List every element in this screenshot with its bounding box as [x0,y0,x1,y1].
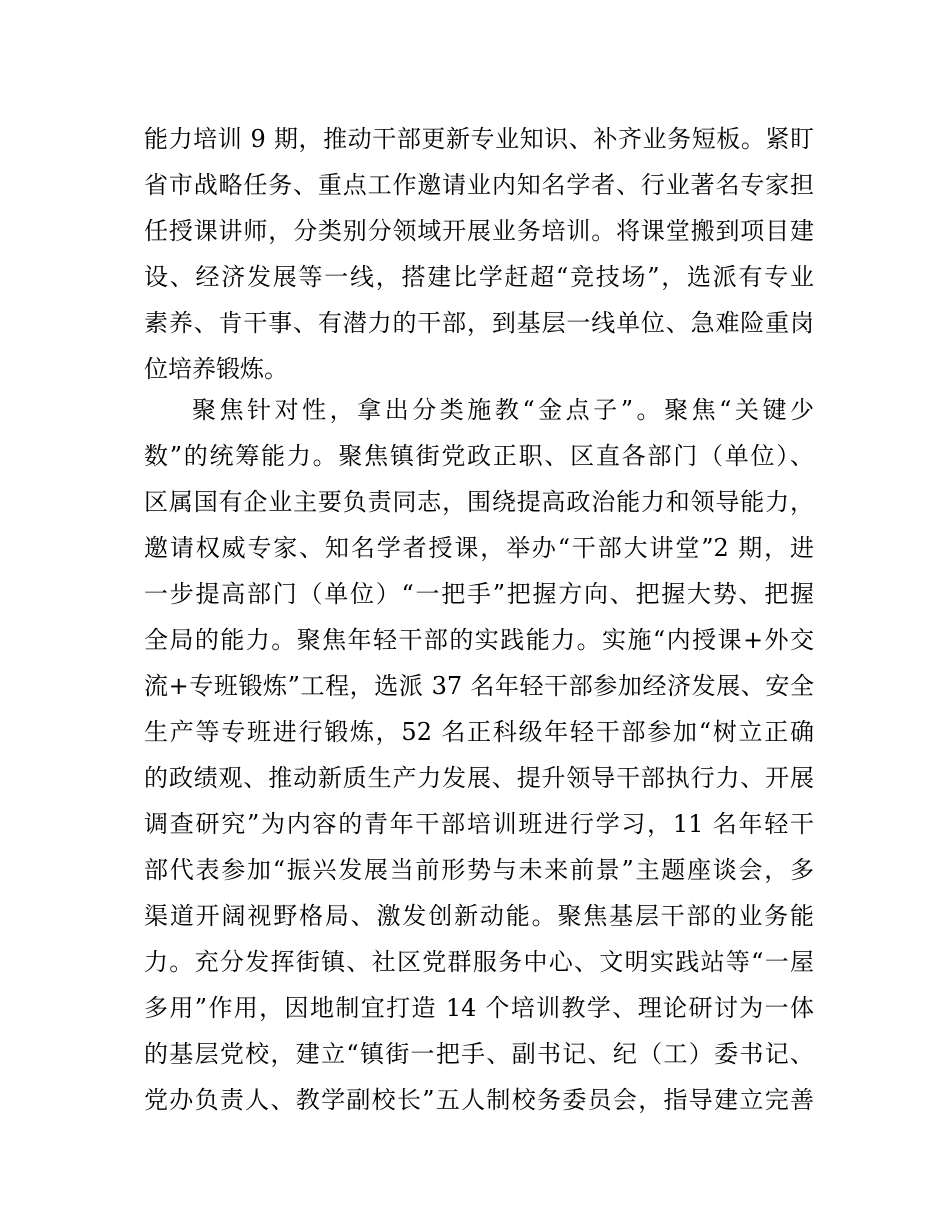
text-line: 流+专班锻炼”工程，选派 37 名年轻干部参加经济发展、安全 [144,672,814,700]
text-line: 邀请权威专家、知名学者授课，举办“干部大讲堂”2 期，进 [144,534,814,562]
paragraph-targeted-teaching [144,387,814,1123]
text-line: 位培养锻炼。 [144,355,288,383]
paragraph-training [144,116,814,392]
text-line: 的基层党校，建立“镇街一把手、副书记、纪（工）委书记、 [144,1040,814,1068]
text-line: 数”的统筹能力。聚焦镇街党政正职、区直各部门（单位）、 [144,442,814,470]
text-line: 一步提高部门（单位）“一把手”把握方向、把握大势、把握 [144,580,814,608]
text-line: 部代表参加“振兴发展当前形势与未来前景”主题座谈会，多 [144,856,814,884]
text-line: 区属国有企业主要负责同志，围绕提高政治能力和领导能力， [144,488,814,516]
text-line: 任授课讲师，分类别分领域开展业务培训。将课堂搬到项目建 [144,217,814,245]
text-line: 全局的能力。聚焦年轻干部的实践能力。实施“内授课+外交 [144,626,814,654]
text-line: 生产等专班进行锻炼，52 名正科级年轻干部参加“树立正确 [144,718,814,746]
text-line: 能力培训 9 期，推动干部更新专业知识、补齐业务短板。紧盯 [144,125,814,153]
text-line: 素养、肯干事、有潜力的干部，到基层一线单位、急难险重岗 [144,309,814,337]
text-line: 聚焦针对性，拿出分类施教“金点子”。聚焦“关键少 [192,396,814,424]
text-line: 渠道开阔视野格局、激发创新动能。聚焦基层干部的业务能 [144,902,814,930]
text-line: 的政绩观、推动新质生产力发展、提升领导干部执行力、开展 [144,764,814,792]
text-line: 力。充分发挥街镇、社区党群服务中心、文明实践站等“一屋 [144,948,814,976]
text-line: 多用”作用，因地制宜打造 14 个培训教学、理论研讨为一体 [144,994,814,1022]
text-line: 党办负责人、教学副校长”五人制校务委员会，指导建立完善 [144,1086,814,1114]
text-line: 调查研究”为内容的青年干部培训班进行学习，11 名年轻干 [144,810,814,838]
text-line: 设、经济发展等一线，搭建比学赶超“竞技场”，选派有专业 [144,263,814,291]
text-line: 省市战略任务、重点工作邀请业内知名学者、行业著名专家担 [144,171,814,199]
